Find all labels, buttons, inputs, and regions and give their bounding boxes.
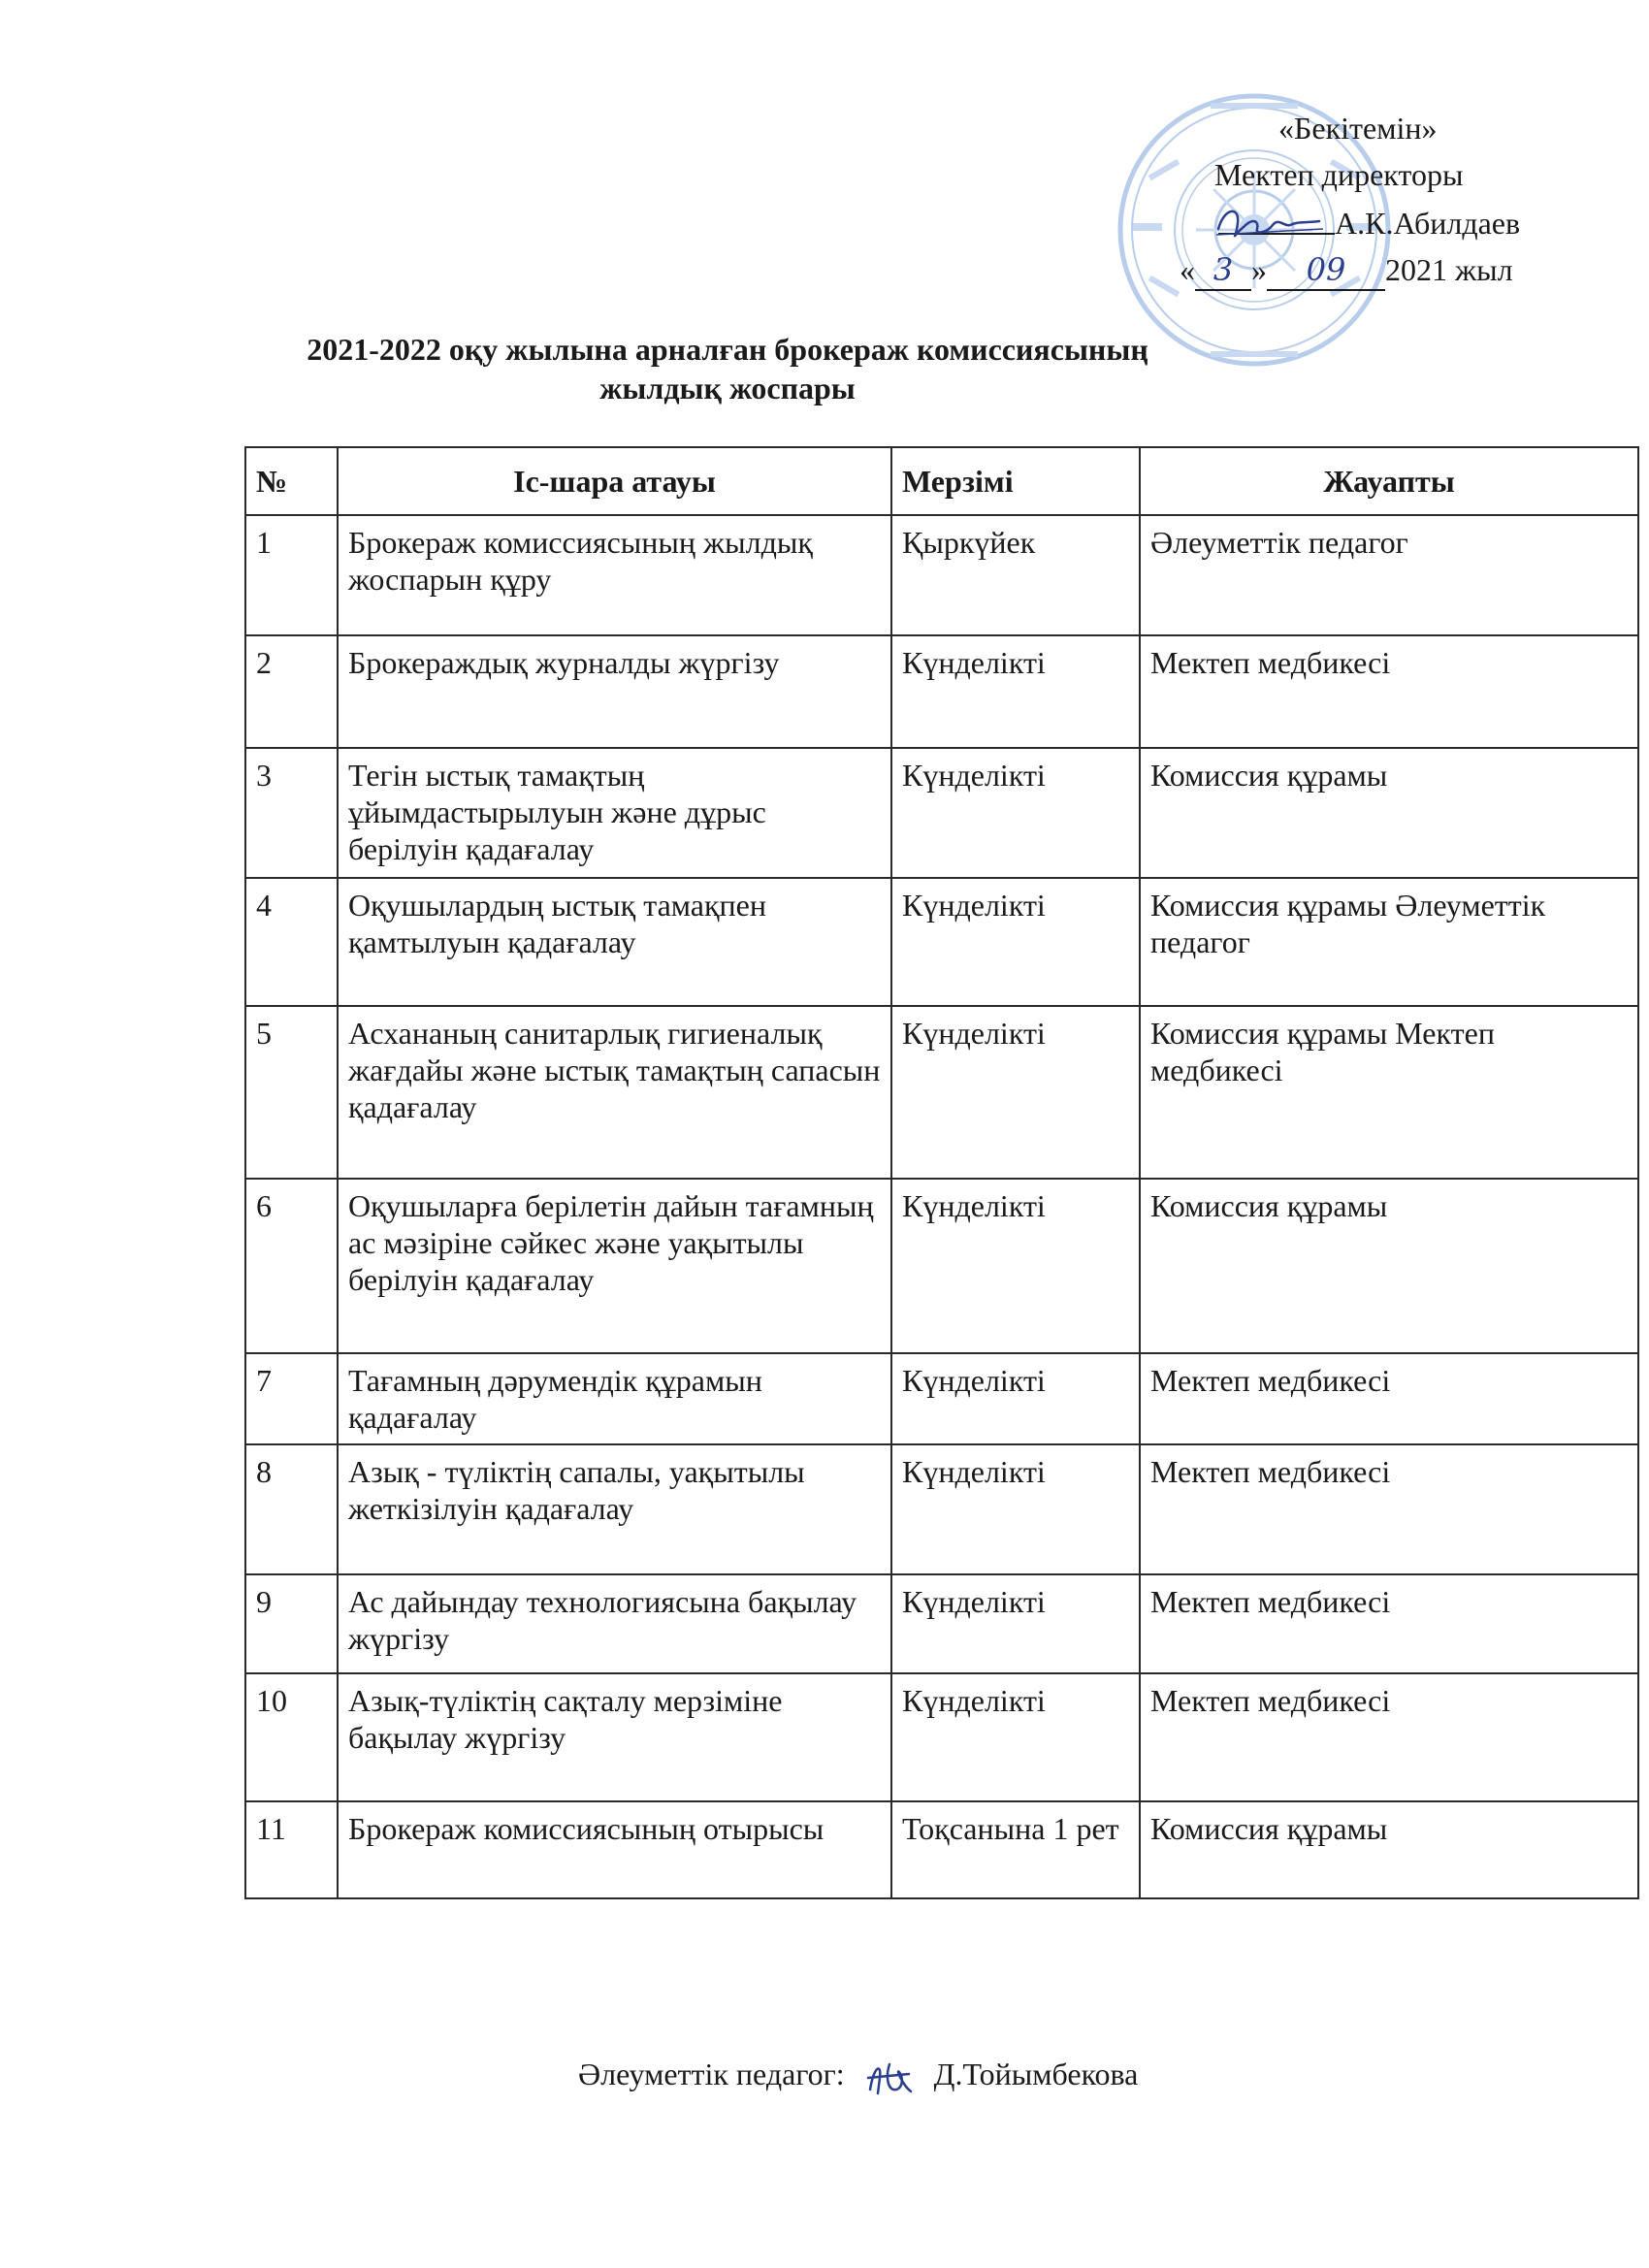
cell-term: Қыркүйек: [891, 515, 1140, 635]
plan-table: [244, 446, 1639, 1899]
cell-term: Күнделікті: [891, 1444, 1140, 1574]
cell-number: 5: [245, 1006, 338, 1179]
cell-responsible: Әлеуметтік педагог: [1140, 515, 1638, 635]
approval-date-month: 09: [1267, 250, 1385, 291]
approval-date-year: 2021 жыл: [1385, 252, 1513, 287]
cell-event-name: Азық-түліктің сақталу мерзіміне бақылау жүргізу: [338, 1673, 891, 1801]
cell-responsible: Комиссия құрамы Әлеуметтік педагог: [1140, 878, 1638, 1006]
cell-responsible: Мектеп медбикесі: [1140, 1673, 1638, 1801]
cell-responsible: Мектеп медбикесі: [1140, 1353, 1638, 1444]
cell-event-name: Оқушылардың ыстық тамақпен қамтылуын қадағалау: [338, 878, 891, 1006]
director-signature: [1211, 200, 1327, 246]
cell-event-name: Азық - түліктің сапалы, уақытылы жеткізілуін қадағалау: [338, 1444, 891, 1574]
cell-event-name: Брокераж комиссиясының отырысы: [338, 1801, 891, 1898]
table-row: [245, 1574, 1638, 1673]
footer-role: Әлеуметтік педагог:: [578, 2057, 845, 2091]
header-term: Мерзімі: [891, 447, 1140, 515]
cell-event-name: Тегін ыстық тамақтың ұйымдастырылуын және дұрыс берілуін қадағалау: [338, 748, 891, 878]
cell-term: Күнделікті: [891, 1006, 1140, 1179]
cell-event-name: Ас дайындау технологиясына бақылау жүргізу: [338, 1574, 891, 1673]
cell-term: Күнделікті: [891, 1673, 1140, 1801]
cell-term: Күнделікті: [891, 1179, 1140, 1353]
approval-date: [1180, 250, 1513, 291]
table-row: [245, 1006, 1638, 1179]
table-header-row: [245, 447, 1638, 515]
cell-number: 3: [245, 748, 338, 878]
cell-responsible: Комиссия құрамы: [1140, 1179, 1638, 1353]
table-row: [245, 878, 1638, 1006]
cell-number: 8: [245, 1444, 338, 1574]
cell-number: 11: [245, 1801, 338, 1898]
cell-term: Күнделікті: [891, 748, 1140, 878]
cell-responsible: Мектеп медбикесі: [1140, 635, 1638, 748]
cell-responsible: Мектеп медбикесі: [1140, 1444, 1638, 1574]
cell-number: 6: [245, 1179, 338, 1353]
cell-number: 4: [245, 878, 338, 1006]
cell-responsible: Комиссия құрамы: [1140, 1801, 1638, 1898]
header-event-name: Іс-шара атауы: [338, 447, 891, 515]
date-open-quote: «: [1180, 252, 1195, 287]
cell-responsible: Комиссия құрамы: [1140, 748, 1638, 878]
table-row: [245, 515, 1638, 635]
cell-event-name: Брокераждық журналды жүргізу: [338, 635, 891, 748]
cell-responsible: Комиссия құрамы Мектеп медбикесі: [1140, 1006, 1638, 1179]
date-close-quote: »: [1251, 252, 1267, 287]
cell-responsible: Мектеп медбикесі: [1140, 1574, 1638, 1673]
cell-number: 7: [245, 1353, 338, 1444]
header-responsible: Жауапты: [1140, 447, 1638, 515]
cell-number: 10: [245, 1673, 338, 1801]
approval-date-day: 3: [1195, 250, 1251, 291]
cell-term: Күнделікті: [891, 635, 1140, 748]
cell-term: Күнделікті: [891, 878, 1140, 1006]
cell-term: Күнделікті: [891, 1353, 1140, 1444]
approval-director-name: А.К.Абилдаев: [1335, 206, 1521, 241]
social-pedagogue-signature: [860, 2057, 919, 2099]
table-row: [245, 1444, 1638, 1574]
cell-number: 9: [245, 1574, 338, 1673]
approval-title: «Бекітемін»: [1278, 111, 1438, 146]
cell-event-name: Тағамның дәрумендік құрамын қадағалау: [338, 1353, 891, 1444]
cell-term: Күнделікті: [891, 1574, 1140, 1673]
table-row: [245, 1801, 1638, 1898]
cell-event-name: Оқушыларға берілетін дайын тағамның ас мәзіріне сәйкес және уақытылы берілуін қадағалау: [338, 1179, 891, 1353]
table-row: [245, 1673, 1638, 1801]
document-title-line-1: 2021-2022 оқу жылына арналған брокераж комиссиясының: [307, 332, 1148, 367]
table-row: [245, 1179, 1638, 1353]
footer-signature-line: [578, 2055, 1138, 2099]
approval-role: Мектеп директоры: [1214, 157, 1464, 192]
table-row: [245, 635, 1638, 748]
table-row: [245, 748, 1638, 878]
header-number: №: [245, 447, 338, 515]
document-title: [213, 330, 1242, 407]
cell-event-name: Брокераж комиссиясының жылдық жоспарын құру: [338, 515, 891, 635]
footer-name: Д.Тойымбекова: [933, 2057, 1139, 2091]
table-row: [245, 1353, 1638, 1444]
cell-number: 1: [245, 515, 338, 635]
cell-term: Тоқсанына 1 рет: [891, 1801, 1140, 1898]
document-title-line-2: жылдық жоспары: [599, 371, 856, 405]
cell-number: 2: [245, 635, 338, 748]
cell-event-name: Асхананың санитарлық гигиеналық жағдайы және ыстық тамақтың сапасын қадағалау: [338, 1006, 891, 1179]
